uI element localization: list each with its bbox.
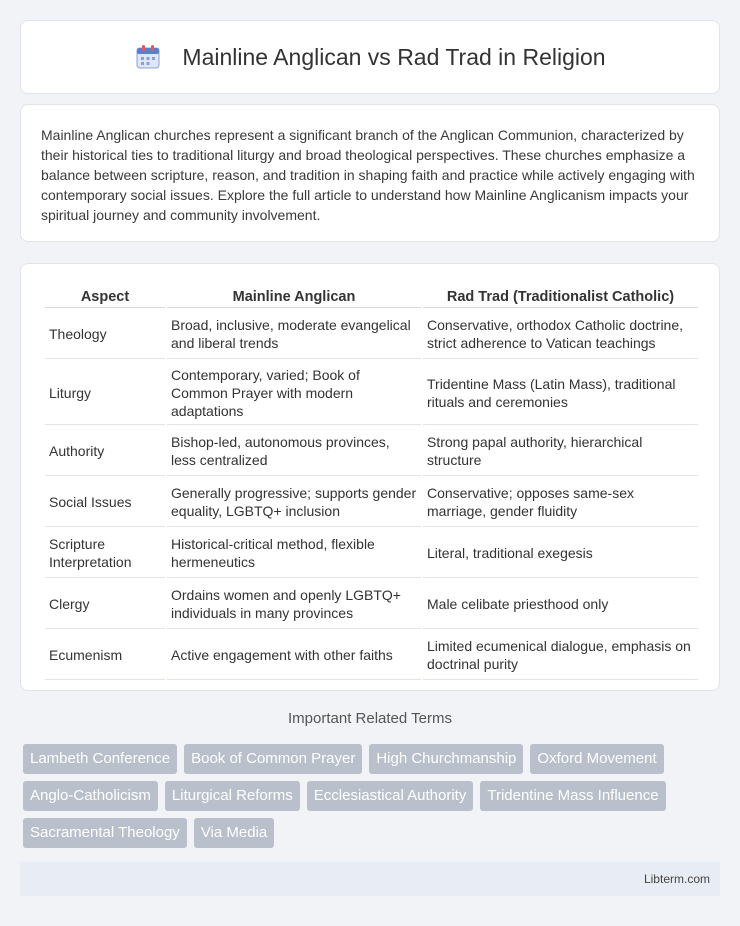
title-card: [20, 20, 720, 94]
tag-via-media[interactable]: Via Media: [194, 818, 274, 848]
tag-oxford-movement[interactable]: Oxford Movement: [530, 744, 663, 774]
row-mainline: Historical-critical method, flexible hermeneutics: [167, 529, 421, 578]
tag-tridentine-mass-influence[interactable]: Tridentine Mass Influence: [480, 781, 665, 811]
tag-high-churchmanship[interactable]: High Churchmanship: [369, 744, 523, 774]
tag-anglo-catholicism[interactable]: Anglo-Catholicism: [23, 781, 158, 811]
table-row: [45, 631, 698, 680]
header-aspect: Aspect: [45, 286, 165, 308]
header-rad-trad: Rad Trad (Traditionalist Catholic): [423, 286, 698, 308]
row-radtrad: Strong papal authority, hierarchical structure: [423, 427, 698, 476]
footer-site-link[interactable]: Libterm.com: [643, 872, 710, 886]
row-aspect: Ecumenism: [45, 631, 165, 680]
table-row: [45, 529, 698, 578]
row-radtrad: Tridentine Mass (Latin Mass), traditional rituals and ceremonies: [423, 361, 698, 425]
row-mainline: Broad, inclusive, moderate evangelical and liberal trends: [167, 310, 421, 359]
table-row: [45, 310, 698, 359]
row-aspect: Clergy: [45, 580, 165, 629]
row-mainline: Bishop-led, autonomous provinces, less centralized: [167, 427, 421, 476]
row-radtrad: Limited ecumenical dialogue, emphasis on doctrinal purity: [423, 631, 698, 680]
table-row: [45, 361, 698, 425]
row-mainline: Ordains women and openly LGBTQ+ individuals in many provinces: [167, 580, 421, 629]
comparison-card: [20, 263, 720, 691]
footer: [20, 862, 720, 896]
tag-sacramental-theology[interactable]: Sacramental Theology: [23, 818, 187, 848]
intro-paragraph: Mainline Anglican churches represent a significant branch of the Anglican Communion, characterized by their historical ties to traditional liturgy and broad theological perspectives. These churches emphasize a balance between scripture, reason, and tradition in shaping faith and practice while actively engaging with contemporary social issues. Explore the full article to understand how Mainline Anglicanism impacts your spiritual journey and community involvement.: [41, 127, 695, 223]
related-terms-list: [23, 744, 723, 848]
related-terms-heading: Important Related Terms: [288, 710, 452, 727]
intro-card: [20, 104, 720, 242]
tag-ecclesiastical-authority[interactable]: Ecclesiastical Authority: [307, 781, 474, 811]
row-aspect: Social Issues: [45, 478, 165, 527]
comparison-table: [43, 284, 700, 682]
row-mainline: Generally progressive; supports gender equality, LGBTQ+ inclusion: [167, 478, 421, 527]
row-aspect: Theology: [45, 310, 165, 359]
row-radtrad: Literal, traditional exegesis: [423, 529, 698, 578]
header-mainline-anglican: Mainline Anglican: [167, 286, 421, 308]
table-row: [45, 478, 698, 527]
table-header-row: [45, 286, 698, 308]
tag-liturgical-reforms[interactable]: Liturgical Reforms: [165, 781, 300, 811]
row-aspect: Authority: [45, 427, 165, 476]
table-row: [45, 427, 698, 476]
row-aspect: Liturgy: [45, 361, 165, 425]
row-radtrad: Male celibate priesthood only: [423, 580, 698, 629]
row-radtrad: Conservative, orthodox Catholic doctrine, strict adherence to Vatican teachings: [423, 310, 698, 359]
row-aspect: Scripture Interpretation: [45, 529, 165, 578]
calendar-icon: [134, 43, 162, 71]
table-row: [45, 580, 698, 629]
tag-lambeth-conference[interactable]: Lambeth Conference: [23, 744, 177, 774]
tag-book-of-common-prayer[interactable]: Book of Common Prayer: [184, 744, 362, 774]
row-radtrad: Conservative; opposes same-sex marriage, gender fluidity: [423, 478, 698, 527]
row-mainline: Contemporary, varied; Book of Common Prayer with modern adaptations: [167, 361, 421, 425]
row-mainline: Active engagement with other faiths: [167, 631, 421, 680]
page-title: Mainline Anglican vs Rad Trad in Religion: [182, 43, 606, 70]
